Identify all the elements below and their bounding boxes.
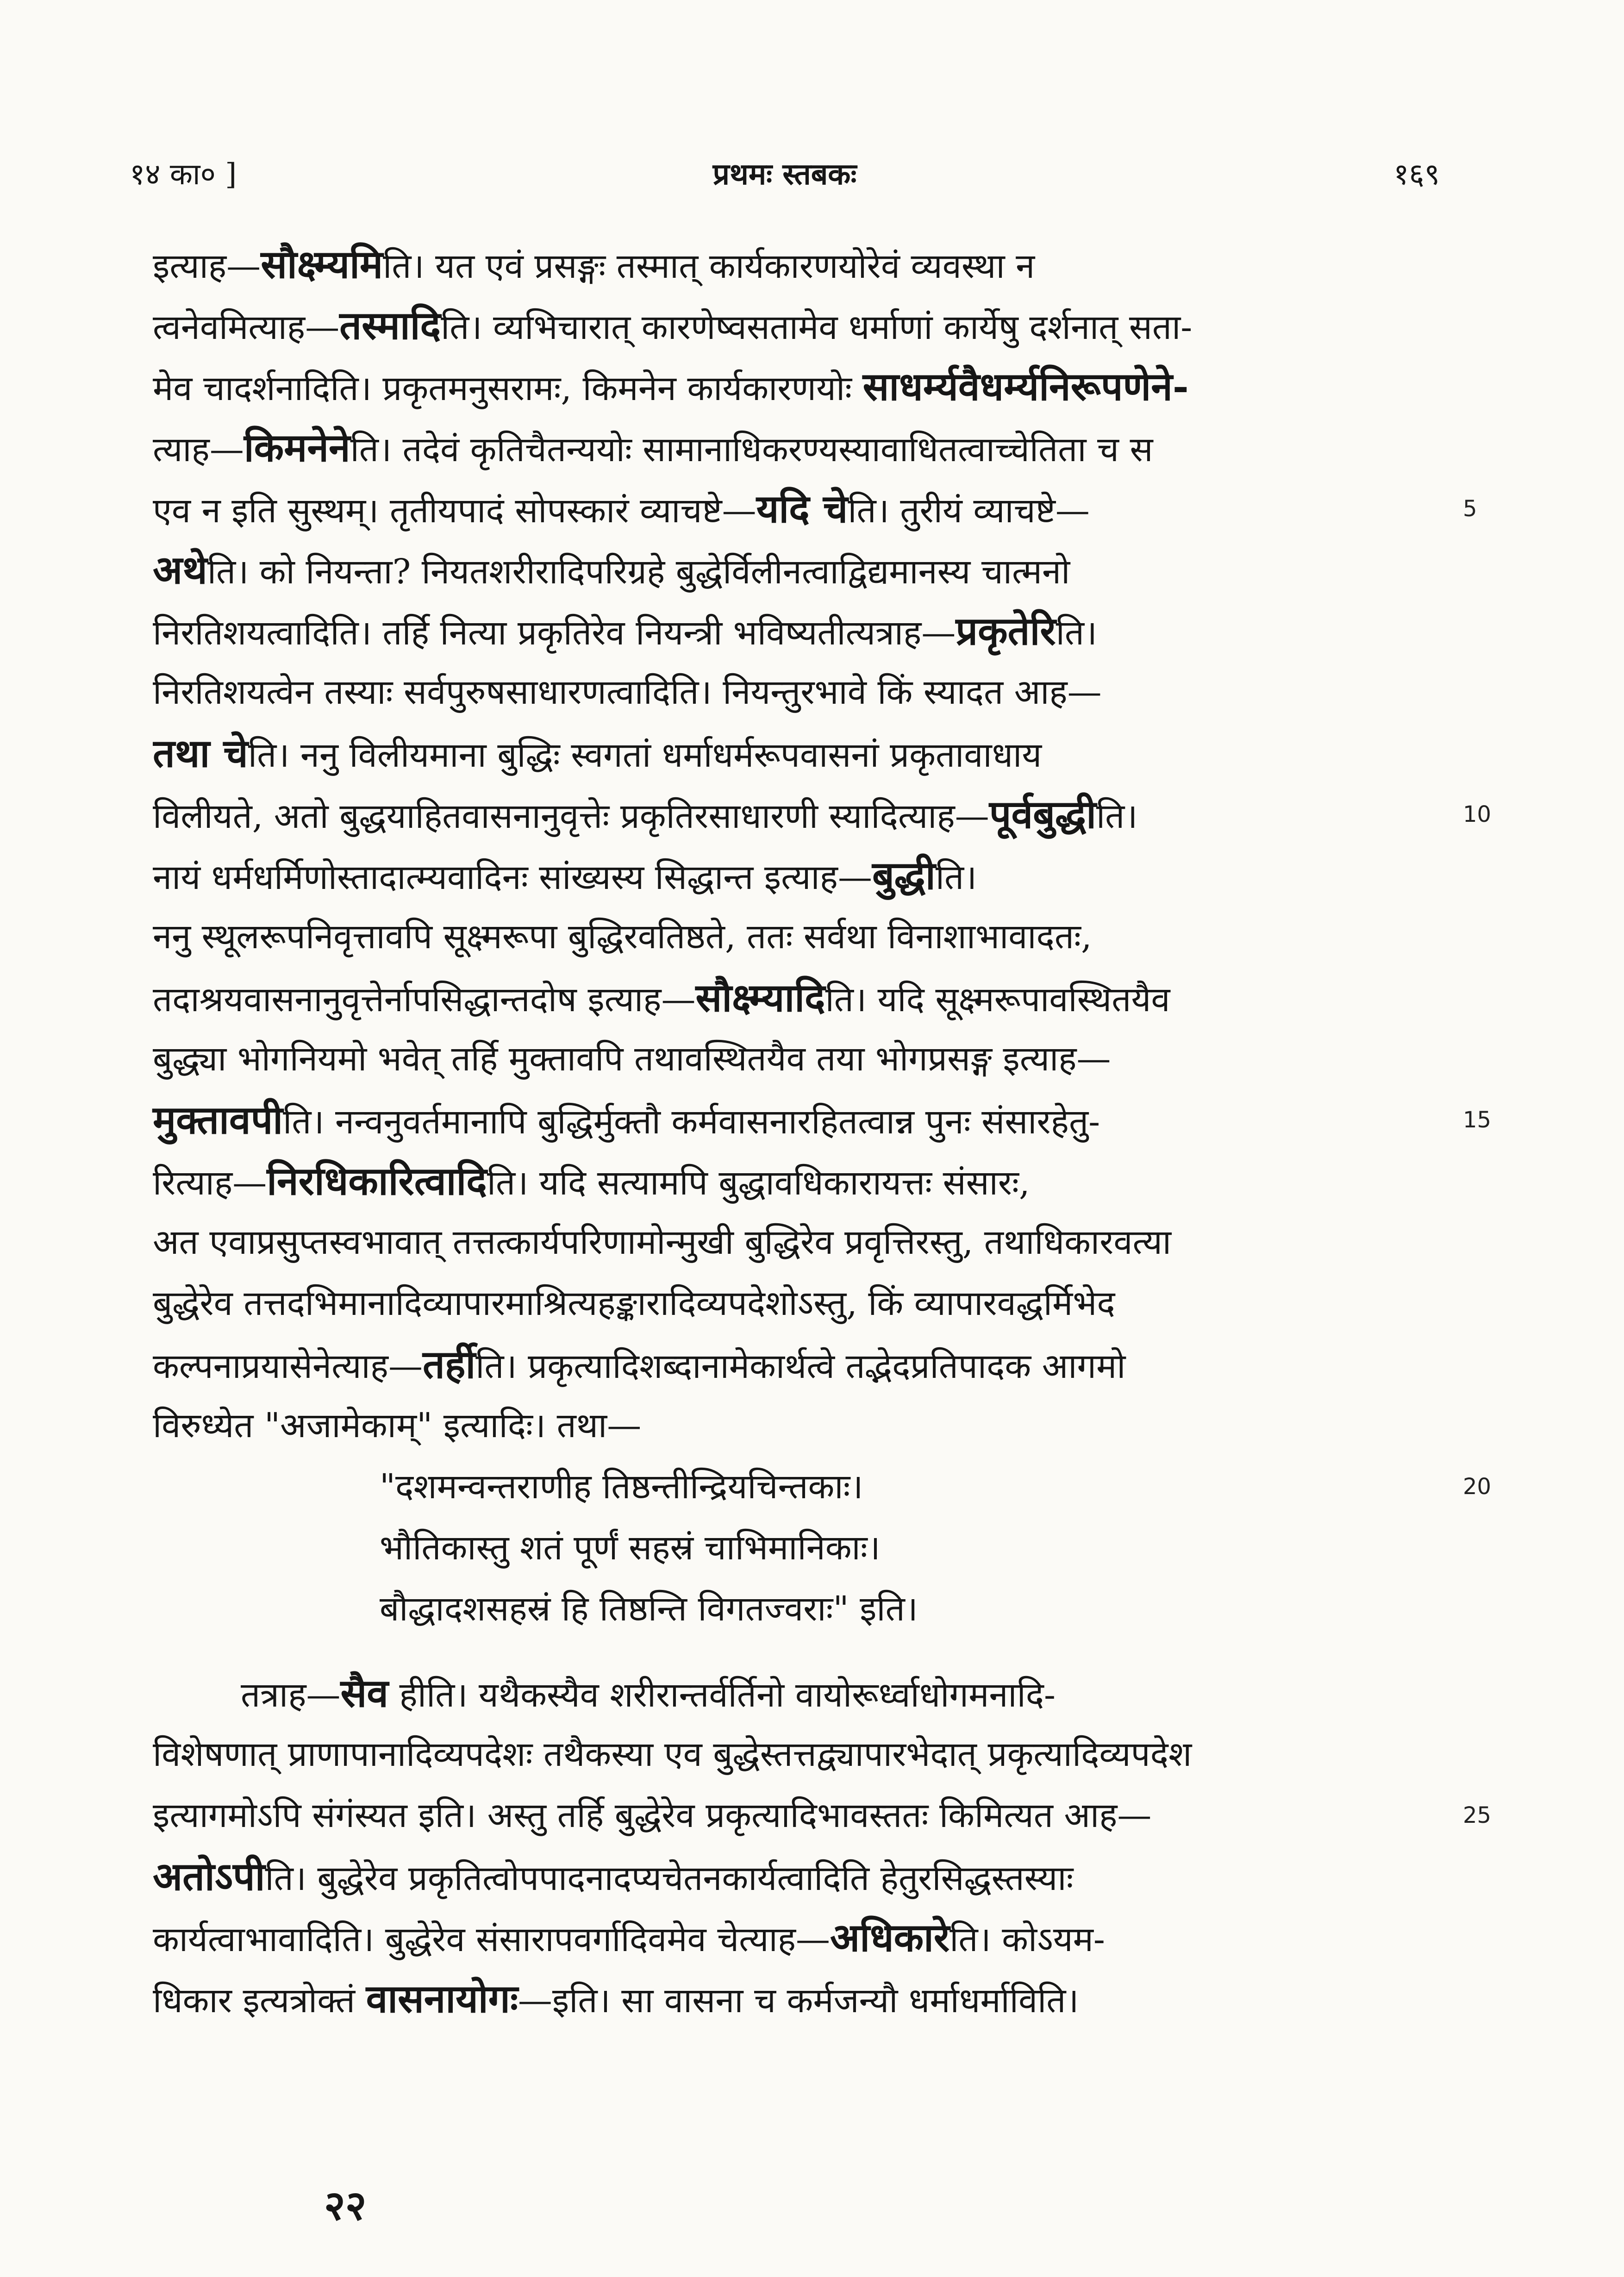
text-segment: बुद्ध्या भोगनियमो भवेत् तर्हि मुक्तावपि तथावस्थितयैव तया भोगप्रसङ्ग इत्याह— — [153, 1039, 1111, 1079]
text-line — [153, 478, 1477, 539]
text-segment: विरुध्येत "अजामेकाम्" इत्यादिः। तथा— — [153, 1406, 642, 1445]
text-line — [153, 1968, 1440, 2029]
text-segment: कार्यत्वाभावादिति। बुद्धेरेव संसारापवर्गादिवमेव चेत्याह— — [153, 1920, 831, 1959]
bold-keyword: बुद्धी — [872, 852, 936, 898]
header-title: प्रथमः स्तबकः — [712, 157, 857, 192]
bold-keyword: तथा चे — [153, 730, 248, 776]
text-line — [153, 356, 1440, 417]
text-line — [153, 723, 1440, 784]
text-segment: हीति। यथैकस्यैव शरीरान्तर्वर्तिनो वायोरूर्ध्वाधोगमनादि- — [388, 1675, 1056, 1715]
text-segment: इत्यागमोऽपि संगंस्यत इति। अस्तु तर्हि बुद्धेरेव प्रकृत्यादिभावस्ततः किमित्यत आह— — [153, 1795, 1152, 1835]
text-segment: निरतिशयत्वेन तस्याः सर्वपुरुषसाधारणत्वादिति। नियन्तुरभावे किं स्यादत आह— — [153, 672, 1102, 712]
bold-keyword: तर्ही — [422, 1341, 476, 1387]
text-segment: रित्याह— — [153, 1163, 267, 1203]
text-segment: त्याह— — [153, 430, 244, 469]
bold-keyword: यदि चे — [756, 486, 848, 532]
bold-keyword: सैव — [340, 1670, 388, 1716]
text-segment: ति। — [1096, 796, 1138, 836]
bold-keyword: सौक्ष्म्यमि — [261, 241, 383, 287]
text-segment: इत्याह— — [153, 246, 261, 286]
text-segment: "दशमन्वन्तराणीह तिष्ठन्तीन्द्रियचिन्तकाः। — [380, 1467, 863, 1507]
text-line — [153, 295, 1440, 356]
text-segment: तदाश्रयवासनानुवृत्तेर्नापसिद्धान्तदोष इत्याह— — [153, 980, 696, 1020]
signature-mark: २२ — [324, 2181, 367, 2229]
text-segment: ति। बुद्धेरेव प्रकृतित्वोपपादनादप्यचेतनकार्यत्वादिति हेतुरसिद्धस्तस्याः — [265, 1858, 1074, 1898]
text-segment: नायं धर्मधर्मिणोस्तादात्म्यवादिनः सांख्यस्य सिद्धान्त इत्याह— — [153, 857, 872, 897]
text-line — [153, 1785, 1492, 1846]
header-page-number: १६९ — [1393, 157, 1440, 192]
line-number: 20 — [1463, 1474, 1492, 1500]
bold-keyword: अतोऽपी — [153, 1853, 265, 1899]
bold-keyword: तस्मादि — [339, 302, 441, 348]
verse-line — [153, 1456, 1492, 1517]
text-segment: बौद्धादशसहस्रं हि तिष्ठन्ति विगतज्वराः" इति। — [380, 1589, 918, 1629]
bold-keyword: अधिकारे — [830, 1914, 950, 1960]
text-line — [153, 967, 1440, 1028]
verse-line — [153, 1517, 1440, 1578]
text-line — [153, 1089, 1492, 1151]
text-segment: ननु स्थूलरूपनिवृत्तावपि सूक्ष्मरूपा बुद्धिरवतिष्ठते, ततः सर्वथा विनाशाभावादतः, — [153, 917, 1092, 957]
text-segment: त्वनेवमित्याह— — [153, 307, 340, 347]
text-segment: बुद्धेरेव तत्तदभिमानादिव्यापारमाश्रित्यहङ्कारादिव्यपदेशोऽस्तु, किं व्यापारवद्धर्मिभेद — [153, 1283, 1115, 1323]
bold-keyword: निरधिकारित्वादि — [267, 1158, 487, 1204]
text-segment: ति। प्रकृत्यादिशब्दानामेकार्थत्वे तद्भेदप्रतिपादक आगमो — [475, 1346, 1126, 1386]
text-line — [153, 1273, 1440, 1334]
text-segment: विशेषणात् प्राणापानादिव्यपदेशः तथैकस्या एव बुद्धेस्तत्तद्व्यापारभेदात् प्रकृत्यादिव्यपदेश — [153, 1734, 1192, 1774]
page-body — [153, 234, 1492, 2029]
text-line — [153, 1724, 1440, 1785]
text-segment: ति। यदि सूक्ष्मरूपावस्थितयैव — [825, 980, 1170, 1020]
line-number: 25 — [1463, 1802, 1492, 1828]
text-segment: कल्पनाप्रयासेनेत्याह— — [153, 1346, 423, 1386]
text-line — [153, 845, 1440, 906]
text-line — [153, 1212, 1440, 1273]
text-line — [153, 784, 1492, 845]
bold-keyword: मुक्तावपी — [153, 1097, 283, 1143]
text-line — [153, 417, 1440, 478]
text-segment: विलीयते, अतो बुद्धयाहितवासनानुवृत्तेः प्रकृतिरसाधारणी स्यादित्याह— — [153, 796, 989, 836]
text-segment: ति। यदि सत्यामपि बुद्धावधिकारायत्तः संसारः, — [487, 1163, 1030, 1203]
text-segment: भौतिकास्तु शतं पूर्णं सहस्रं चाभिमानिकाः। — [380, 1528, 881, 1568]
text-segment: ति। यत एवं प्रसङ्गः तस्मात् कार्यकारणयोरेवं व्यवस्था न — [383, 246, 1035, 286]
line-number: 10 — [1463, 801, 1492, 827]
header-section-ref: १४ का० ] — [130, 157, 237, 192]
text-segment: —इति। सा वासना च कर्मजन्यौ धर्माधर्माविति। — [518, 1981, 1079, 2021]
text-line — [153, 234, 1440, 295]
text-segment: ति। कोऽयम- — [949, 1920, 1105, 1959]
page-header — [130, 153, 1440, 208]
bold-keyword: प्रकृतेरि — [956, 608, 1056, 654]
text-line — [153, 539, 1440, 601]
text-segment: अत एवाप्रसुप्तस्वभावात् तत्तत्कार्यपरिणामोन्मुखी बुद्धिरेव प्रवृत्तिरस्तु, तथाधिकारवत्या — [153, 1222, 1172, 1262]
text-line — [153, 1151, 1440, 1212]
text-line — [153, 1395, 1440, 1456]
line-number: 5 — [1463, 496, 1477, 522]
text-line — [153, 1846, 1440, 1907]
bold-keyword: सौक्ष्म्यादि — [695, 975, 825, 1020]
text-line — [153, 906, 1440, 967]
text-segment: ति। व्यभिचारात् कारणेष्वसतामेव धर्माणां कार्येषु दर्शनात् सता- — [441, 307, 1193, 347]
text-segment: एव न इति सुस्थम्। तृतीयपादं सोपस्कारं व्याचष्टे— — [153, 491, 756, 531]
text-segment: धिकार इत्यत्रोक्तं — [153, 1981, 366, 2021]
text-line — [153, 1907, 1440, 1968]
text-line — [153, 1028, 1440, 1089]
text-line — [153, 601, 1440, 662]
text-segment: तत्राह— — [241, 1675, 341, 1715]
text-segment: ति। तुरीयं व्याचष्टे— — [848, 491, 1090, 531]
verse-line — [153, 1578, 1440, 1639]
bold-keyword: किमनेने — [244, 425, 350, 470]
text-line — [153, 662, 1440, 723]
bold-keyword: वासनायोगः — [366, 1976, 518, 2021]
text-segment: ति। नन्वनुवर्तमानापि बुद्धिर्मुक्तौ कर्मवासनारहितत्वान्न पुनः संसारहेतु- — [283, 1102, 1100, 1142]
text-segment: ति। — [935, 857, 977, 897]
text-segment: ति। तदेवं कृतिचैतन्ययोः सामानाधिकरण्यस्यावाधितत्वाच्चेतिता च स — [350, 430, 1153, 469]
text-segment: निरतिशयत्वादिति। तर्हि नित्या प्रकृतिरेव नियन्त्री भविष्यतीत्यत्राह— — [153, 613, 956, 653]
bold-keyword: साधर्म्यवैधर्म्यनिरूपणेने- — [862, 363, 1189, 409]
text-segment: ति। को नियन्ता? नियतशरीरादिपरिग्रहे बुद्धेर्विलीनत्वाद्विद्यमानस्य चात्मनो — [207, 552, 1070, 592]
text-segment: ति। ननु विलीयमाना बुद्धिः स्वगतां धर्माधर्मरूपवासनां प्रकृतावाधाय — [248, 735, 1042, 775]
bold-keyword: पूर्वबुद्धी — [989, 791, 1096, 837]
text-line — [153, 1663, 1440, 1724]
line-number: 15 — [1463, 1107, 1492, 1133]
text-segment: मेव चादर्शनादिति। प्रकृतमनुसरामः, किमनेन कार्यकारणयोः — [153, 369, 863, 408]
bold-keyword: अथे — [153, 547, 207, 593]
text-line — [153, 1334, 1440, 1395]
text-segment: ति। — [1056, 613, 1098, 653]
